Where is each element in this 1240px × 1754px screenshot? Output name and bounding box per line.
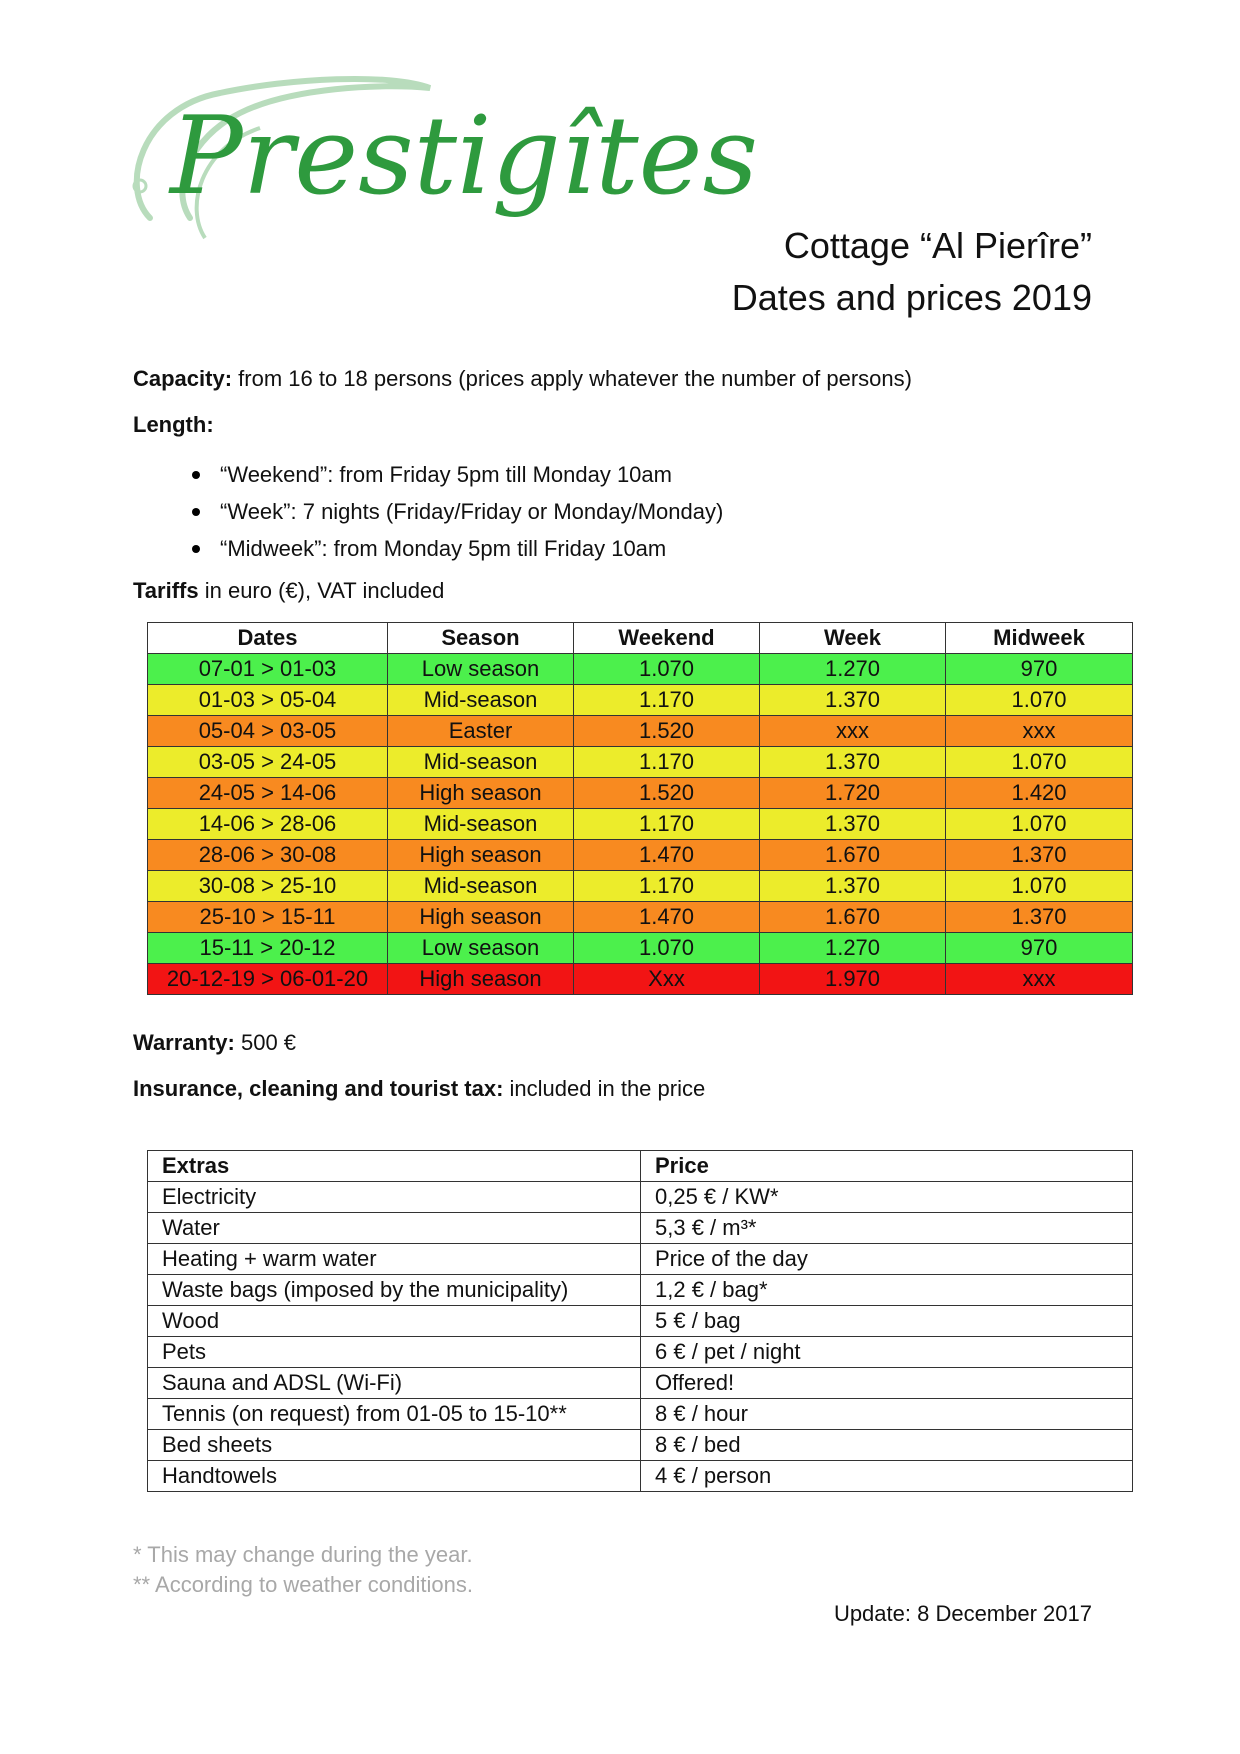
tariff-season: Easter bbox=[388, 716, 574, 747]
tariff-week: 1.270 bbox=[760, 654, 946, 685]
header-dates: Dates bbox=[148, 623, 388, 654]
extra-item: Wood bbox=[148, 1306, 641, 1337]
extra-item: Pets bbox=[148, 1337, 641, 1368]
extra-item: Waste bags (imposed by the municipality) bbox=[148, 1275, 641, 1306]
header-price: Price bbox=[641, 1151, 1133, 1182]
tariff-season: High season bbox=[388, 840, 574, 871]
tariff-midweek: 1.070 bbox=[946, 809, 1133, 840]
tariff-weekend: 1.170 bbox=[574, 747, 760, 778]
footnote-change: * This may change during the year. bbox=[133, 1542, 473, 1567]
tariff-dates: 15-11 > 20-12 bbox=[148, 933, 388, 964]
extra-price: 1,2 € / bag* bbox=[641, 1275, 1133, 1306]
tariff-dates: 20-12-19 > 06-01-20 bbox=[148, 964, 388, 995]
tariff-week: 1.370 bbox=[760, 685, 946, 716]
tariff-weekend: 1.470 bbox=[574, 840, 760, 871]
tariff-weekend: 1.520 bbox=[574, 778, 760, 809]
extra-item: Heating + warm water bbox=[148, 1244, 641, 1275]
tariff-week: 1.720 bbox=[760, 778, 946, 809]
tariff-midweek: 1.070 bbox=[946, 747, 1133, 778]
tariff-season: High season bbox=[388, 902, 574, 933]
tariff-dates: 07-01 > 01-03 bbox=[148, 654, 388, 685]
tariff-dates: 01-03 > 05-04 bbox=[148, 685, 388, 716]
tariff-weekend: 1.470 bbox=[574, 902, 760, 933]
tariffs-line bbox=[133, 578, 444, 604]
tariff-weekend: 1.070 bbox=[574, 654, 760, 685]
extras-row bbox=[148, 1399, 1133, 1430]
tariff-row bbox=[148, 933, 1133, 964]
warranty-line bbox=[133, 1030, 296, 1056]
extra-price: 8 € / hour bbox=[641, 1399, 1133, 1430]
extra-item: Water bbox=[148, 1213, 641, 1244]
extra-price: Price of the day bbox=[641, 1244, 1133, 1275]
tariff-week: xxx bbox=[760, 716, 946, 747]
capacity-line bbox=[133, 366, 912, 392]
tariff-midweek: 1.070 bbox=[946, 871, 1133, 902]
tariff-row bbox=[148, 902, 1133, 933]
tariff-row bbox=[148, 871, 1133, 902]
length-item-midweek: “Midweek”: from Monday 5pm till Friday 10am bbox=[190, 530, 723, 567]
tariff-season: Low season bbox=[388, 654, 574, 685]
extra-price: 8 € / bed bbox=[641, 1430, 1133, 1461]
tariff-week: 1.670 bbox=[760, 840, 946, 871]
prestigites-logo bbox=[130, 68, 758, 258]
extra-item: Handtowels bbox=[148, 1461, 641, 1492]
extras-row bbox=[148, 1337, 1133, 1368]
extra-item: Bed sheets bbox=[148, 1430, 641, 1461]
extra-price: Offered! bbox=[641, 1368, 1133, 1399]
title-line-2: Dates and prices 2019 bbox=[731, 277, 1092, 318]
tariff-dates: 30-08 > 25-10 bbox=[148, 871, 388, 902]
capacity-text: from 16 to 18 persons (prices apply whatever the number of persons) bbox=[232, 366, 912, 391]
tariff-weekend: 1.070 bbox=[574, 933, 760, 964]
capacity-label: Capacity: bbox=[133, 366, 233, 391]
tariff-row bbox=[148, 685, 1133, 716]
tariff-season: Low season bbox=[388, 933, 574, 964]
insurance-text: included in the price bbox=[503, 1076, 706, 1101]
extras-row bbox=[148, 1368, 1133, 1399]
extra-price: 6 € / pet / night bbox=[641, 1337, 1133, 1368]
length-label-line bbox=[133, 412, 214, 438]
length-label: Length: bbox=[133, 412, 214, 437]
header-season: Season bbox=[388, 623, 574, 654]
header-extras: Extras bbox=[148, 1151, 641, 1182]
tariff-midweek: 1.370 bbox=[946, 840, 1133, 871]
tariffs-label: Tariffs bbox=[133, 578, 199, 603]
tariff-row bbox=[148, 747, 1133, 778]
header-weekend: Weekend bbox=[574, 623, 760, 654]
tariff-week: 1.370 bbox=[760, 747, 946, 778]
tariff-midweek: 1.370 bbox=[946, 902, 1133, 933]
tariff-weekend: 1.170 bbox=[574, 809, 760, 840]
length-item-week: “Week”: 7 nights (Friday/Friday or Monday/Monday) bbox=[190, 493, 723, 530]
tariff-week: 1.270 bbox=[760, 933, 946, 964]
tariff-season: Mid-season bbox=[388, 747, 574, 778]
tariff-weekend: Xxx bbox=[574, 964, 760, 995]
extras-row bbox=[148, 1461, 1133, 1492]
tariff-weekend: 1.520 bbox=[574, 716, 760, 747]
header-midweek: Midweek bbox=[946, 623, 1133, 654]
document-title bbox=[732, 220, 1092, 324]
tariff-season: Mid-season bbox=[388, 809, 574, 840]
extras-row bbox=[148, 1244, 1133, 1275]
extra-price: 0,25 € / KW* bbox=[641, 1182, 1133, 1213]
extras-row bbox=[148, 1275, 1133, 1306]
tariff-dates: 24-05 > 14-06 bbox=[148, 778, 388, 809]
tariff-dates: 03-05 > 24-05 bbox=[148, 747, 388, 778]
tariffs-text: in euro (€), VAT included bbox=[198, 578, 445, 603]
length-item-weekend: “Weekend”: from Friday 5pm till Monday 10am bbox=[190, 456, 723, 493]
tariff-dates: 14-06 > 28-06 bbox=[148, 809, 388, 840]
extras-row bbox=[148, 1306, 1133, 1337]
tariff-week: 1.370 bbox=[760, 871, 946, 902]
insurance-line bbox=[133, 1076, 705, 1102]
tariff-weekend: 1.170 bbox=[574, 871, 760, 902]
tariff-season: High season bbox=[388, 964, 574, 995]
logo-wordmark: Prestigîtes bbox=[170, 94, 758, 219]
extra-item: Sauna and ADSL (Wi-Fi) bbox=[148, 1368, 641, 1399]
extra-item: Electricity bbox=[148, 1182, 641, 1213]
tariff-row bbox=[148, 716, 1133, 747]
tariff-season: Mid-season bbox=[388, 685, 574, 716]
tariff-dates: 28-06 > 30-08 bbox=[148, 840, 388, 871]
extra-price: 5,3 € / m³* bbox=[641, 1213, 1133, 1244]
tariff-row bbox=[148, 964, 1133, 995]
extra-price: 5 € / bag bbox=[641, 1306, 1133, 1337]
extras-header-row bbox=[148, 1151, 1133, 1182]
insurance-label: Insurance, cleaning and tourist tax: bbox=[133, 1076, 504, 1101]
warranty-text: 500 € bbox=[234, 1030, 297, 1055]
tariff-dates: 05-04 > 03-05 bbox=[148, 716, 388, 747]
tariff-midweek: 1.070 bbox=[946, 685, 1133, 716]
tariff-midweek: 970 bbox=[946, 654, 1133, 685]
tariff-row bbox=[148, 809, 1133, 840]
tariff-week: 1.970 bbox=[760, 964, 946, 995]
length-list bbox=[190, 456, 723, 567]
extras-row bbox=[148, 1430, 1133, 1461]
tariff-season: Mid-season bbox=[388, 871, 574, 902]
extra-price: 4 € / person bbox=[641, 1461, 1133, 1492]
tariff-row bbox=[148, 840, 1133, 871]
tariff-row bbox=[148, 654, 1133, 685]
tariff-season: High season bbox=[388, 778, 574, 809]
tariff-dates: 25-10 > 15-11 bbox=[148, 902, 388, 933]
tariff-midweek: xxx bbox=[946, 964, 1133, 995]
update-date: Update: 8 December 2017 bbox=[833, 1601, 1092, 1626]
tariff-week: 1.370 bbox=[760, 809, 946, 840]
tariff-row bbox=[148, 778, 1133, 809]
tariff-weekend: 1.170 bbox=[574, 685, 760, 716]
extras-row bbox=[148, 1213, 1133, 1244]
extras-row bbox=[148, 1182, 1133, 1213]
tariff-midweek: 970 bbox=[946, 933, 1133, 964]
tariff-week: 1.670 bbox=[760, 902, 946, 933]
footnote-weather: ** According to weather conditions. bbox=[133, 1572, 473, 1597]
extras-table bbox=[147, 1150, 1133, 1492]
header-week: Week bbox=[760, 623, 946, 654]
tariff-table bbox=[147, 622, 1133, 995]
warranty-label: Warranty: bbox=[133, 1030, 235, 1055]
tariff-header-row bbox=[148, 623, 1133, 654]
extra-item: Tennis (on request) from 01-05 to 15-10** bbox=[148, 1399, 641, 1430]
tariff-midweek: 1.420 bbox=[946, 778, 1133, 809]
title-line-1: Cottage “Al Pierîre” bbox=[783, 225, 1092, 266]
tariff-midweek: xxx bbox=[946, 716, 1133, 747]
